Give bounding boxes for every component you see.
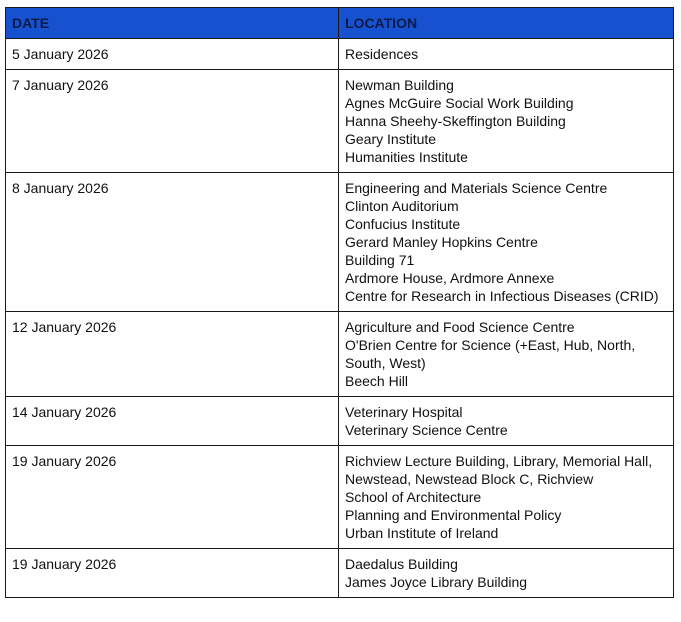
- schedule-table: [5, 7, 674, 598]
- location-item: School of Architecture: [345, 489, 482, 505]
- location-item: Building 71: [345, 252, 415, 268]
- header-date: DATE: [6, 8, 339, 39]
- date-cell: 14 January 2026: [6, 397, 339, 446]
- table-row: [6, 70, 674, 173]
- location-cell: [339, 39, 674, 70]
- location-cell: [339, 549, 674, 598]
- location-item: Ardmore House, Ardmore Annexe: [345, 270, 555, 286]
- location-item: O'Brien Centre for Science (+East, Hub, North, South, West): [345, 337, 636, 371]
- location-item: Agriculture and Food Science Centre: [345, 319, 575, 335]
- location-cell: [339, 312, 674, 397]
- location-item: Gerard Manley Hopkins Centre: [345, 234, 538, 250]
- table-row: [6, 446, 674, 549]
- location-item: Daedalus Building: [345, 556, 458, 572]
- header-row: [6, 8, 674, 39]
- location-item: Engineering and Materials Science Centre: [345, 180, 608, 196]
- location-cell: [339, 70, 674, 173]
- table-row: [6, 549, 674, 598]
- location-item: Humanities Institute: [345, 149, 468, 165]
- location-item: Confucius Institute: [345, 216, 461, 232]
- location-cell: [339, 173, 674, 312]
- location-item: Newman Building: [345, 77, 454, 93]
- date-cell: 19 January 2026: [6, 446, 339, 549]
- location-item: Veterinary Hospital: [345, 404, 463, 420]
- location-item: Urban Institute of Ireland: [345, 525, 499, 541]
- table-row: [6, 39, 674, 70]
- location-item: Veterinary Science Centre: [345, 422, 508, 438]
- location-item: Planning and Environmental Policy: [345, 507, 562, 523]
- location-cell: [339, 446, 674, 549]
- date-cell: 8 January 2026: [6, 173, 339, 312]
- location-item: Richview Lecture Building, Library, Memorial Hall, Newstead, Newstead Block C, Richview: [345, 453, 653, 487]
- location-item: Hanna Sheehy-Skeffington Building: [345, 113, 566, 129]
- location-cell: [339, 397, 674, 446]
- location-item: Residences: [345, 46, 419, 62]
- table-row: [6, 173, 674, 312]
- location-item: Centre for Research in Infectious Diseases (CRID): [345, 288, 659, 304]
- location-item: Beech Hill: [345, 373, 409, 389]
- location-item: Agnes McGuire Social Work Building: [345, 95, 574, 111]
- date-cell: 19 January 2026: [6, 549, 339, 598]
- location-item: Geary Institute: [345, 131, 437, 147]
- header-location: LOCATION: [339, 8, 674, 39]
- date-cell: 12 January 2026: [6, 312, 339, 397]
- table-row: [6, 312, 674, 397]
- table-row: [6, 397, 674, 446]
- date-cell: 5 January 2026: [6, 39, 339, 70]
- location-item: James Joyce Library Building: [345, 574, 528, 590]
- date-cell: 7 January 2026: [6, 70, 339, 173]
- location-item: Clinton Auditorium: [345, 198, 459, 214]
